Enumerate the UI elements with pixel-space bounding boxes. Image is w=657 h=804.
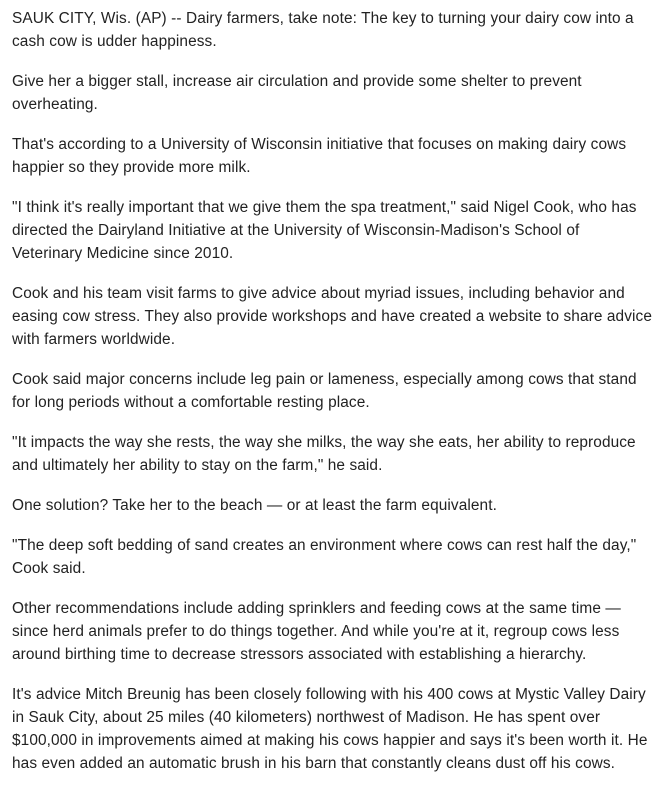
- article-paragraph: One solution? Take her to the beach — or at least the farm equivalent.: [12, 497, 497, 514]
- article-paragraph: "I think it's really important that we give them the spa treatment," said Nigel Cook, who has directed the Dairyland Initiative at the University of Wisconsin-Madison's School of Veterinary Medicine since 2010.: [12, 199, 637, 262]
- article-paragraph: It's advice Mitch Breunig has been closely following with his 400 cows at Mystic Valley Dairy in Sauk City, about 25 miles (40 kilometers) northwest of Madison. He has spent over $100,000 in improvements aimed at making his cows happier and says it's been worth it. He has even added an automatic brush in his barn that constantly cleans dust off his cows.: [12, 686, 648, 772]
- article-paragraph: Give her a bigger stall, increase air circulation and provide some shelter to prevent overheating.: [12, 73, 582, 113]
- article-paragraph: That's according to a University of Wisconsin initiative that focuses on making dairy cows happier so they provide more milk.: [12, 136, 627, 176]
- article-paragraph: Other recommendations include adding sprinklers and feeding cows at the same time — since herd animals prefer to do things together. And while you're at it, regroup cows less around birthing time to decrease stressors associated with establishing a hierarchy.: [12, 600, 621, 663]
- article-paragraph: Cook and his team visit farms to give advice about myriad issues, including behavior and easing cow stress. They also provide workshops and have created a website to share advice with farmers worldwide.: [12, 285, 652, 348]
- article-paragraph: SAUK CITY, Wis. (AP) -- Dairy farmers, take note: The key to turning your dairy cow into a cash cow is udder happiness.: [12, 10, 634, 50]
- article-paragraph: "The deep soft bedding of sand creates an environment where cows can rest half the day," Cook said.: [12, 537, 637, 577]
- article-body: [12, 7, 652, 775]
- article-paragraph: "It impacts the way she rests, the way she milks, the way she eats, her ability to reproduce and ultimately her ability to stay on the farm," he said.: [12, 434, 636, 474]
- article-paragraph: Cook said major concerns include leg pain or lameness, especially among cows that stand for long periods without a comfortable resting place.: [12, 371, 637, 411]
